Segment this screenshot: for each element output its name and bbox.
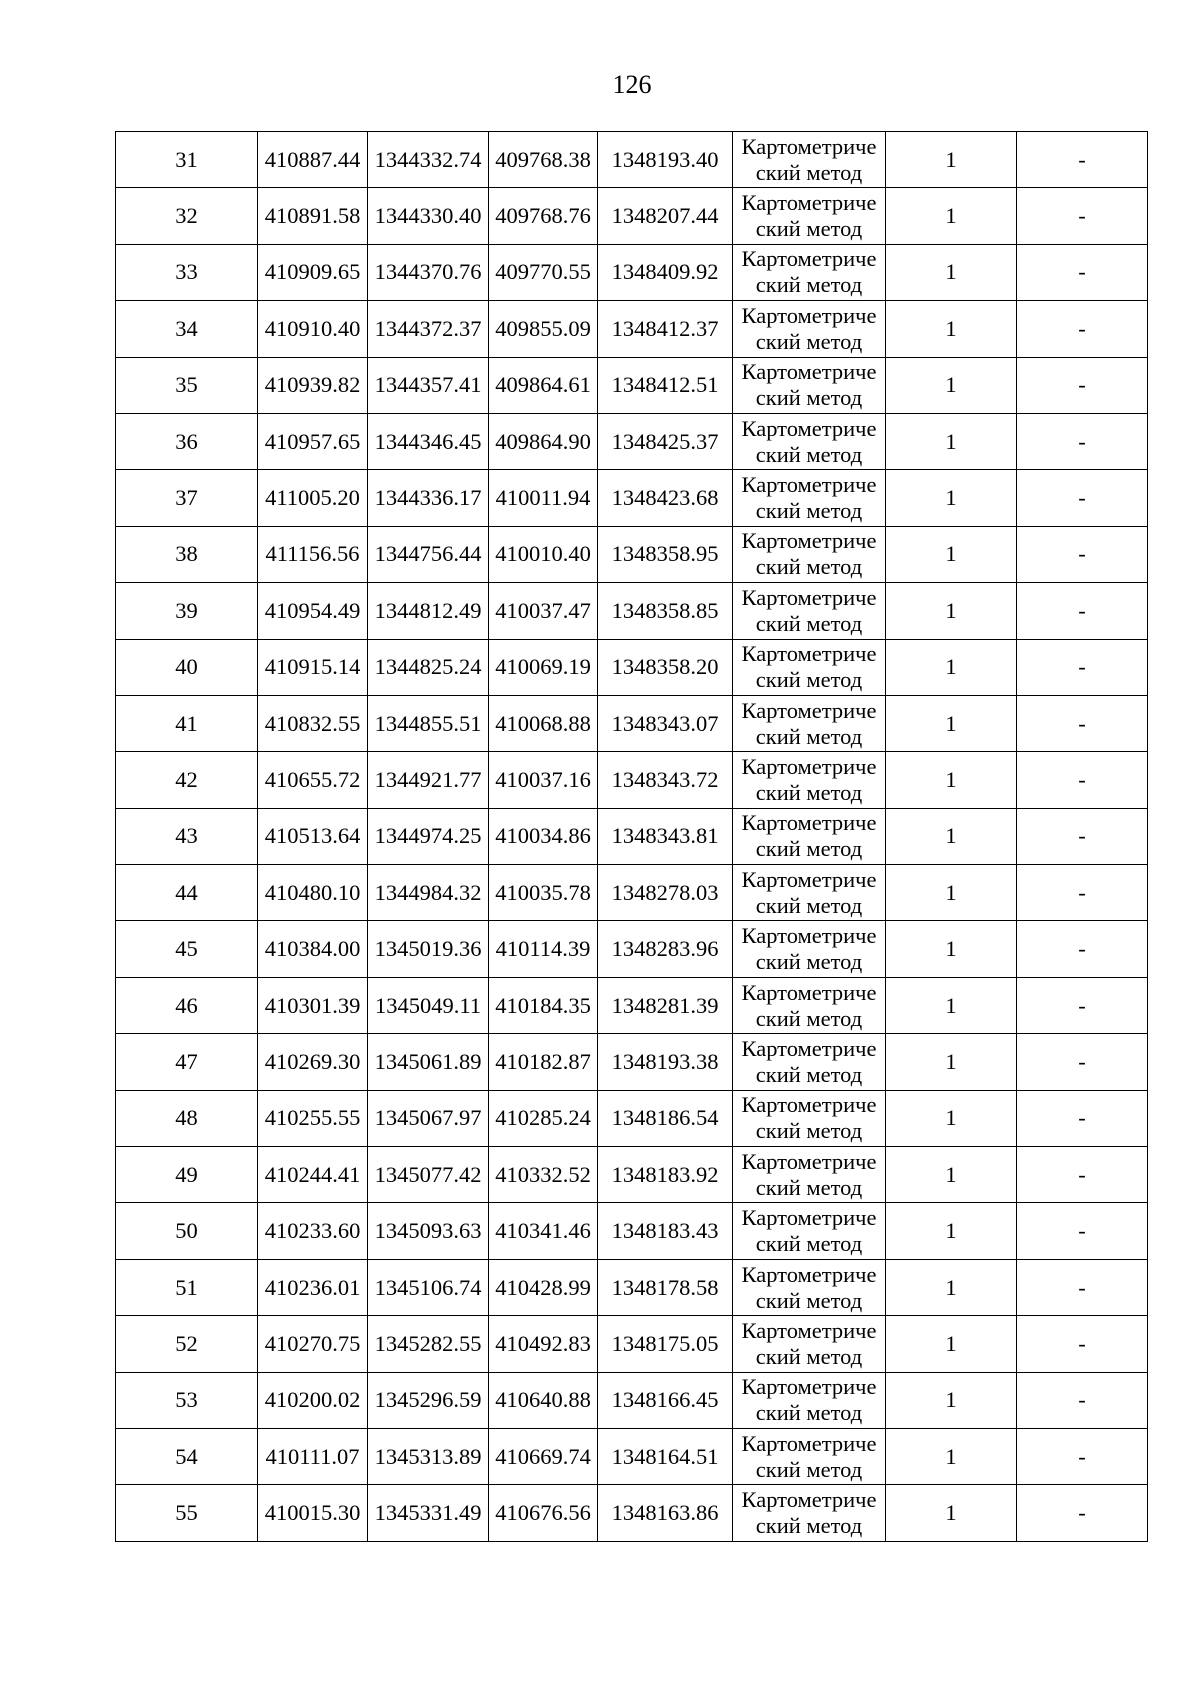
method-text-line: ский метод <box>755 498 863 524</box>
method-cell <box>733 132 886 188</box>
note-cell: - <box>1017 470 1148 526</box>
method-cell <box>733 808 886 864</box>
point-number-cell: 33 <box>116 244 258 300</box>
method-cell <box>733 1316 886 1372</box>
x2-coordinate-cell: 410114.39 <box>489 921 598 977</box>
y2-coordinate-cell: 1348343.81 <box>598 808 733 864</box>
point-number-cell: 32 <box>116 188 258 244</box>
method-cell <box>733 695 886 751</box>
x2-coordinate-cell: 410011.94 <box>489 470 598 526</box>
point-number-cell: 40 <box>116 639 258 695</box>
method-text-line: Картометриче <box>741 1317 877 1343</box>
note-cell: - <box>1017 244 1148 300</box>
method-text-line: ский метод <box>755 1118 863 1144</box>
method-cell <box>733 1090 886 1146</box>
method-cell <box>733 1428 886 1484</box>
x1-coordinate-cell: 410513.64 <box>258 808 368 864</box>
table-row <box>116 1034 1148 1090</box>
table-row <box>116 808 1148 864</box>
y2-coordinate-cell: 1348409.92 <box>598 244 733 300</box>
method-text-line: ский метод <box>755 1005 863 1031</box>
note-cell: - <box>1017 413 1148 469</box>
table-row <box>116 301 1148 357</box>
method-cell <box>733 188 886 244</box>
table-row <box>116 1372 1148 1428</box>
note-cell: - <box>1017 1316 1148 1372</box>
note-cell: - <box>1017 357 1148 413</box>
y1-coordinate-cell: 1345061.89 <box>368 1034 489 1090</box>
method-text-line: ский метод <box>755 554 863 580</box>
method-text-line: ский метод <box>755 441 863 467</box>
accuracy-cell: 1 <box>886 132 1017 188</box>
x2-coordinate-cell: 409770.55 <box>489 244 598 300</box>
y1-coordinate-cell: 1344825.24 <box>368 639 489 695</box>
method-text-line: Картометриче <box>741 359 877 385</box>
y1-coordinate-cell: 1344346.45 <box>368 413 489 469</box>
method-text-line: Картометриче <box>741 923 877 949</box>
accuracy-cell: 1 <box>886 1372 1017 1428</box>
note-cell: - <box>1017 1428 1148 1484</box>
y1-coordinate-cell: 1344336.17 <box>368 470 489 526</box>
table-row <box>116 977 1148 1033</box>
y2-coordinate-cell: 1348178.58 <box>598 1259 733 1315</box>
method-text-line: ский метод <box>755 385 863 411</box>
x2-coordinate-cell: 410492.83 <box>489 1316 598 1372</box>
x2-coordinate-cell: 410428.99 <box>489 1259 598 1315</box>
method-text-line: ский метод <box>755 328 863 354</box>
page-number: 126 <box>612 70 652 99</box>
x2-coordinate-cell: 410037.47 <box>489 583 598 639</box>
point-number-cell: 35 <box>116 357 258 413</box>
point-number-cell: 41 <box>116 695 258 751</box>
method-text-line: Картометриче <box>741 753 877 779</box>
y1-coordinate-cell: 1345067.97 <box>368 1090 489 1146</box>
table-row <box>116 921 1148 977</box>
method-text-line: ский метод <box>755 1174 863 1200</box>
method-cell <box>733 526 886 582</box>
accuracy-cell: 1 <box>886 470 1017 526</box>
note-cell: - <box>1017 132 1148 188</box>
x2-coordinate-cell: 409768.38 <box>489 132 598 188</box>
point-number-cell: 49 <box>116 1147 258 1203</box>
table-row <box>116 695 1148 751</box>
x1-coordinate-cell: 410233.60 <box>258 1203 368 1259</box>
point-number-cell: 52 <box>116 1316 258 1372</box>
y1-coordinate-cell: 1345331.49 <box>368 1485 489 1541</box>
y1-coordinate-cell: 1344370.76 <box>368 244 489 300</box>
method-text-line: Картометриче <box>741 584 877 610</box>
method-text-line: Картометриче <box>741 641 877 667</box>
method-text-line: Картометриче <box>741 1092 877 1118</box>
x2-coordinate-cell: 410640.88 <box>489 1372 598 1428</box>
x1-coordinate-cell: 410384.00 <box>258 921 368 977</box>
y2-coordinate-cell: 1348358.95 <box>598 526 733 582</box>
x1-coordinate-cell: 410655.72 <box>258 752 368 808</box>
x1-coordinate-cell: 410270.75 <box>258 1316 368 1372</box>
accuracy-cell: 1 <box>886 639 1017 695</box>
method-text-line: ский метод <box>755 723 863 749</box>
x2-coordinate-cell: 410184.35 <box>489 977 598 1033</box>
method-text-line: ский метод <box>755 1231 863 1257</box>
table-row <box>116 1147 1148 1203</box>
table-row <box>116 1259 1148 1315</box>
y1-coordinate-cell: 1344372.37 <box>368 301 489 357</box>
table-row <box>116 1203 1148 1259</box>
accuracy-cell: 1 <box>886 1147 1017 1203</box>
note-cell: - <box>1017 526 1148 582</box>
accuracy-cell: 1 <box>886 244 1017 300</box>
y1-coordinate-cell: 1344332.74 <box>368 132 489 188</box>
y1-coordinate-cell: 1344984.32 <box>368 865 489 921</box>
method-text-line: ский метод <box>755 216 863 242</box>
method-text-line: Картометриче <box>741 1261 877 1287</box>
point-number-cell: 53 <box>116 1372 258 1428</box>
x1-coordinate-cell: 411005.20 <box>258 470 368 526</box>
y2-coordinate-cell: 1348183.43 <box>598 1203 733 1259</box>
method-text-line: ский метод <box>755 667 863 693</box>
y2-coordinate-cell: 1348163.86 <box>598 1485 733 1541</box>
accuracy-cell: 1 <box>886 1259 1017 1315</box>
y1-coordinate-cell: 1345077.42 <box>368 1147 489 1203</box>
point-number-cell: 47 <box>116 1034 258 1090</box>
accuracy-cell: 1 <box>886 1090 1017 1146</box>
method-text-line: ский метод <box>755 1287 863 1313</box>
point-number-cell: 51 <box>116 1259 258 1315</box>
y2-coordinate-cell: 1348183.92 <box>598 1147 733 1203</box>
note-cell: - <box>1017 1034 1148 1090</box>
point-number-cell: 46 <box>116 977 258 1033</box>
y1-coordinate-cell: 1345049.11 <box>368 977 489 1033</box>
table-row <box>116 470 1148 526</box>
y1-coordinate-cell: 1345106.74 <box>368 1259 489 1315</box>
accuracy-cell: 1 <box>886 695 1017 751</box>
method-text-line: ский метод <box>755 610 863 636</box>
x2-coordinate-cell: 410069.19 <box>489 639 598 695</box>
table-body <box>116 132 1148 1542</box>
table-row <box>116 752 1148 808</box>
y2-coordinate-cell: 1348425.37 <box>598 413 733 469</box>
method-cell <box>733 977 886 1033</box>
coordinates-table <box>115 131 1148 1542</box>
x1-coordinate-cell: 410269.30 <box>258 1034 368 1090</box>
y2-coordinate-cell: 1348281.39 <box>598 977 733 1033</box>
y1-coordinate-cell: 1345282.55 <box>368 1316 489 1372</box>
table-row <box>116 188 1148 244</box>
note-cell: - <box>1017 752 1148 808</box>
accuracy-cell: 1 <box>886 1316 1017 1372</box>
accuracy-cell: 1 <box>886 301 1017 357</box>
x1-coordinate-cell: 410891.58 <box>258 188 368 244</box>
y1-coordinate-cell: 1345019.36 <box>368 921 489 977</box>
note-cell: - <box>1017 639 1148 695</box>
y1-coordinate-cell: 1345093.63 <box>368 1203 489 1259</box>
y2-coordinate-cell: 1348193.38 <box>598 1034 733 1090</box>
method-text-line: ский метод <box>755 1061 863 1087</box>
x2-coordinate-cell: 410010.40 <box>489 526 598 582</box>
x2-coordinate-cell: 409864.90 <box>489 413 598 469</box>
note-cell: - <box>1017 583 1148 639</box>
accuracy-cell: 1 <box>886 526 1017 582</box>
y2-coordinate-cell: 1348193.40 <box>598 132 733 188</box>
note-cell: - <box>1017 977 1148 1033</box>
point-number-cell: 54 <box>116 1428 258 1484</box>
point-number-cell: 39 <box>116 583 258 639</box>
method-text-line: Картометриче <box>741 246 877 272</box>
method-cell <box>733 1034 886 1090</box>
method-cell <box>733 357 886 413</box>
note-cell: - <box>1017 1203 1148 1259</box>
accuracy-cell: 1 <box>886 413 1017 469</box>
x1-coordinate-cell: 410200.02 <box>258 1372 368 1428</box>
method-text-line: Картометриче <box>741 866 877 892</box>
accuracy-cell: 1 <box>886 1034 1017 1090</box>
x1-coordinate-cell: 410111.07 <box>258 1428 368 1484</box>
method-cell <box>733 1372 886 1428</box>
note-cell: - <box>1017 808 1148 864</box>
point-number-cell: 42 <box>116 752 258 808</box>
y2-coordinate-cell: 1348412.51 <box>598 357 733 413</box>
method-text-line: Картометриче <box>741 190 877 216</box>
x2-coordinate-cell: 409855.09 <box>489 301 598 357</box>
y2-coordinate-cell: 1348283.96 <box>598 921 733 977</box>
note-cell: - <box>1017 1485 1148 1541</box>
y2-coordinate-cell: 1348207.44 <box>598 188 733 244</box>
accuracy-cell: 1 <box>886 1428 1017 1484</box>
method-cell <box>733 1259 886 1315</box>
point-number-cell: 31 <box>116 132 258 188</box>
x2-coordinate-cell: 409768.76 <box>489 188 598 244</box>
method-text-line: Картометриче <box>741 1205 877 1231</box>
note-cell: - <box>1017 188 1148 244</box>
x2-coordinate-cell: 410034.86 <box>489 808 598 864</box>
accuracy-cell: 1 <box>886 808 1017 864</box>
method-cell <box>733 583 886 639</box>
y1-coordinate-cell: 1344921.77 <box>368 752 489 808</box>
method-text-line: ский метод <box>755 1400 863 1426</box>
x1-coordinate-cell: 410015.30 <box>258 1485 368 1541</box>
method-cell <box>733 301 886 357</box>
x2-coordinate-cell: 410285.24 <box>489 1090 598 1146</box>
x2-coordinate-cell: 410332.52 <box>489 1147 598 1203</box>
x1-coordinate-cell: 410244.41 <box>258 1147 368 1203</box>
method-text-line: ский метод <box>755 779 863 805</box>
method-text-line: Картометриче <box>741 415 877 441</box>
table-row <box>116 357 1148 413</box>
accuracy-cell: 1 <box>886 1203 1017 1259</box>
x1-coordinate-cell: 410255.55 <box>258 1090 368 1146</box>
accuracy-cell: 1 <box>886 1485 1017 1541</box>
x1-coordinate-cell: 410832.55 <box>258 695 368 751</box>
table-row <box>116 1316 1148 1372</box>
table-row <box>116 132 1148 188</box>
x2-coordinate-cell: 410676.56 <box>489 1485 598 1541</box>
y1-coordinate-cell: 1344855.51 <box>368 695 489 751</box>
y1-coordinate-cell: 1345296.59 <box>368 1372 489 1428</box>
y1-coordinate-cell: 1344756.44 <box>368 526 489 582</box>
y2-coordinate-cell: 1348186.54 <box>598 1090 733 1146</box>
y1-coordinate-cell: 1344974.25 <box>368 808 489 864</box>
y1-coordinate-cell: 1344357.41 <box>368 357 489 413</box>
method-text-line: Картометриче <box>741 1035 877 1061</box>
point-number-cell: 48 <box>116 1090 258 1146</box>
method-cell <box>733 752 886 808</box>
x1-coordinate-cell: 410954.49 <box>258 583 368 639</box>
x1-coordinate-cell: 410909.65 <box>258 244 368 300</box>
accuracy-cell: 1 <box>886 865 1017 921</box>
note-cell: - <box>1017 301 1148 357</box>
x1-coordinate-cell: 411156.56 <box>258 526 368 582</box>
point-number-cell: 37 <box>116 470 258 526</box>
x1-coordinate-cell: 410887.44 <box>258 132 368 188</box>
y2-coordinate-cell: 1348423.68 <box>598 470 733 526</box>
note-cell: - <box>1017 865 1148 921</box>
method-text-line: Картометриче <box>741 1487 877 1513</box>
y2-coordinate-cell: 1348412.37 <box>598 301 733 357</box>
x1-coordinate-cell: 410301.39 <box>258 977 368 1033</box>
accuracy-cell: 1 <box>886 583 1017 639</box>
y1-coordinate-cell: 1344330.40 <box>368 188 489 244</box>
table-row <box>116 639 1148 695</box>
table-row <box>116 1485 1148 1541</box>
point-number-cell: 44 <box>116 865 258 921</box>
table-row <box>116 583 1148 639</box>
x2-coordinate-cell: 410669.74 <box>489 1428 598 1484</box>
point-number-cell: 50 <box>116 1203 258 1259</box>
x2-coordinate-cell: 410182.87 <box>489 1034 598 1090</box>
method-cell <box>733 639 886 695</box>
accuracy-cell: 1 <box>886 752 1017 808</box>
accuracy-cell: 1 <box>886 357 1017 413</box>
y2-coordinate-cell: 1348358.85 <box>598 583 733 639</box>
table-row <box>116 865 1148 921</box>
table-row <box>116 1428 1148 1484</box>
accuracy-cell: 1 <box>886 977 1017 1033</box>
x2-coordinate-cell: 410068.88 <box>489 695 598 751</box>
note-cell: - <box>1017 1147 1148 1203</box>
point-number-cell: 45 <box>116 921 258 977</box>
method-text-line: Картометриче <box>741 528 877 554</box>
method-text-line: ский метод <box>755 159 863 185</box>
point-number-cell: 43 <box>116 808 258 864</box>
note-cell: - <box>1017 695 1148 751</box>
x2-coordinate-cell: 409864.61 <box>489 357 598 413</box>
method-text-line: ский метод <box>755 272 863 298</box>
x2-coordinate-cell: 410341.46 <box>489 1203 598 1259</box>
y2-coordinate-cell: 1348358.20 <box>598 639 733 695</box>
method-text-line: Картометриче <box>741 302 877 328</box>
method-cell <box>733 1485 886 1541</box>
x1-coordinate-cell: 410236.01 <box>258 1259 368 1315</box>
method-cell <box>733 470 886 526</box>
point-number-cell: 34 <box>116 301 258 357</box>
x2-coordinate-cell: 410035.78 <box>489 865 598 921</box>
method-cell <box>733 1203 886 1259</box>
method-text-line: Картометриче <box>741 697 877 723</box>
table-row <box>116 244 1148 300</box>
x1-coordinate-cell: 410910.40 <box>258 301 368 357</box>
y1-coordinate-cell: 1345313.89 <box>368 1428 489 1484</box>
method-cell <box>733 244 886 300</box>
x1-coordinate-cell: 410915.14 <box>258 639 368 695</box>
accuracy-cell: 1 <box>886 188 1017 244</box>
x2-coordinate-cell: 410037.16 <box>489 752 598 808</box>
y2-coordinate-cell: 1348166.45 <box>598 1372 733 1428</box>
method-text-line: ский метод <box>755 836 863 862</box>
y1-coordinate-cell: 1344812.49 <box>368 583 489 639</box>
note-cell: - <box>1017 1259 1148 1315</box>
x1-coordinate-cell: 410939.82 <box>258 357 368 413</box>
method-cell <box>733 865 886 921</box>
point-number-cell: 38 <box>116 526 258 582</box>
y2-coordinate-cell: 1348343.72 <box>598 752 733 808</box>
method-text-line: ский метод <box>755 1456 863 1482</box>
method-text-line: ский метод <box>755 892 863 918</box>
method-text-line: Картометриче <box>741 979 877 1005</box>
x1-coordinate-cell: 410957.65 <box>258 413 368 469</box>
table-row <box>116 526 1148 582</box>
method-cell <box>733 413 886 469</box>
method-text-line: ский метод <box>755 1513 863 1539</box>
method-text-line: Картометриче <box>741 1148 877 1174</box>
note-cell: - <box>1017 921 1148 977</box>
method-text-line: ский метод <box>755 949 863 975</box>
accuracy-cell: 1 <box>886 921 1017 977</box>
y2-coordinate-cell: 1348343.07 <box>598 695 733 751</box>
method-text-line: Картометриче <box>741 810 877 836</box>
y2-coordinate-cell: 1348278.03 <box>598 865 733 921</box>
method-text-line: Картометриче <box>741 133 877 159</box>
method-text-line: Картометриче <box>741 1430 877 1456</box>
x1-coordinate-cell: 410480.10 <box>258 865 368 921</box>
note-cell: - <box>1017 1372 1148 1428</box>
table-row <box>116 1090 1148 1146</box>
point-number-cell: 36 <box>116 413 258 469</box>
method-text-line: Картометриче <box>741 1374 877 1400</box>
note-cell: - <box>1017 1090 1148 1146</box>
point-number-cell: 55 <box>116 1485 258 1541</box>
y2-coordinate-cell: 1348164.51 <box>598 1428 733 1484</box>
method-cell <box>733 1147 886 1203</box>
table-row <box>116 413 1148 469</box>
method-text-line: Картометриче <box>741 472 877 498</box>
y2-coordinate-cell: 1348175.05 <box>598 1316 733 1372</box>
method-cell <box>733 921 886 977</box>
method-text-line: ский метод <box>755 1343 863 1369</box>
